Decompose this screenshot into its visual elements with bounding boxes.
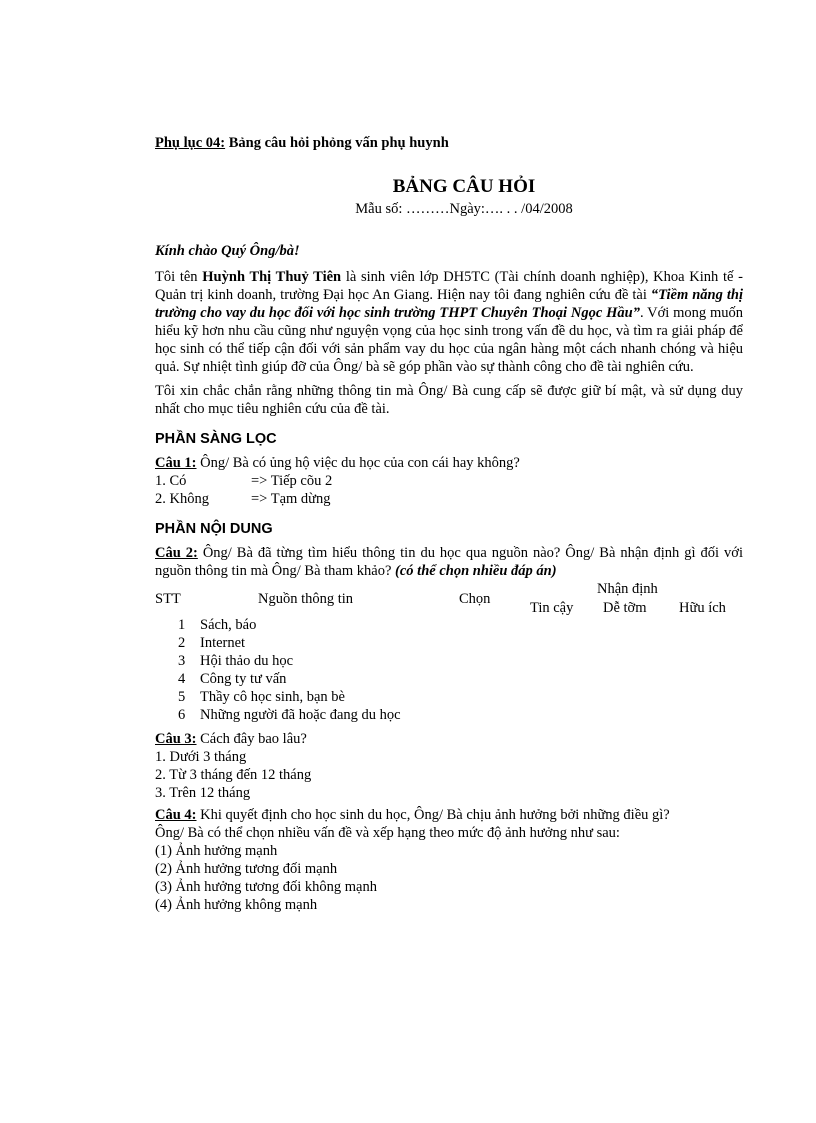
appendix-heading [155, 134, 743, 152]
greeting: Kính chào Quý Ông/bà! [155, 243, 300, 259]
source-table-body [155, 616, 743, 724]
table-row [155, 634, 743, 652]
intro-text-a: Tôi tên [155, 269, 203, 285]
row-number: 4 [178, 671, 186, 687]
question-1-text: Ông/ Bà có ủng hộ việc du học của con cái hay không? [196, 455, 520, 471]
intro-paragraph-2: Tôi xin chắc chắn rằng những thông tin mà Ông/ Bà cung cấp sẽ được giữ bí mật, và sử dụng duy nhất cho mục tiêu nghiên cứu của đề tài. [155, 383, 743, 417]
row-number: 6 [178, 707, 186, 723]
table-row [155, 688, 743, 706]
row-source: Hội thảo du học [200, 653, 294, 669]
row-source: Internet [200, 635, 246, 651]
table-row [155, 670, 743, 688]
question-3-label: Câu 3: [155, 731, 197, 747]
question-4-instruction: Ông/ Bà có thể chọn nhiều vấn đề và xếp hạng theo mức độ ảnh hưởng như sau: [155, 825, 620, 841]
question-4 [155, 806, 743, 824]
question-1 [155, 454, 743, 472]
question-3 [155, 730, 743, 748]
intro-paragraph-1 [155, 268, 743, 376]
question-4-option: (4) Ảnh hưởng không mạnh [155, 897, 318, 913]
col-trust: Tin cậy [530, 600, 574, 616]
option-label: 2. Không [155, 491, 209, 507]
question-4-option: (2) Ảnh hưởng tương đối mạnh [155, 861, 338, 877]
document-title: BẢNG CÂU HỎI [392, 176, 536, 197]
option-label: 1. Có [155, 473, 187, 489]
intro-text-b: là sinh viên lớp DH5TC (Tài chính doanh nghiệp), Khoa Kinh tế - Quản trị kinh doanh, trường Đại học An Giang. Hiện nay tôi đang nghiên cứu đề tài [155, 269, 744, 303]
col-easy: Dễ tỡm [603, 600, 647, 616]
content-heading: PHẦN NỘI DUNG [155, 521, 273, 537]
question-1-option-2 [155, 490, 743, 508]
document-page [155, 134, 743, 914]
question-3-option: 2. Từ 3 tháng đến 12 tháng [155, 767, 312, 783]
screening-heading: PHẦN SÀNG LỌC [155, 431, 277, 447]
question-2-text: Ông/ Bà đã từng tìm hiểu thông tin du học qua nguồn nào? Ông/ Bà nhận định gì đối với nguồn thông tin mà Ông/ Bà tham khảo? [155, 545, 743, 579]
question-4-option: (3) Ảnh hưởng tương đối không mạnh [155, 879, 377, 895]
table-row [155, 706, 743, 724]
row-number: 5 [178, 689, 186, 705]
row-source: Những người đã hoặc đang du học [200, 707, 401, 723]
source-table-header [155, 582, 743, 616]
question-3-option: 3. Trên 12 tháng [155, 785, 251, 801]
research-topic: “Tiềm năng thị trường cho vay du học đối với học sinh trường THPT Chuyên Thoại Ngọc Hầu” [155, 287, 743, 321]
question-2 [155, 544, 743, 580]
question-4-text: Khi quyết định cho học sinh du học, Ông/ Bà chịu ảnh hưởng bởi những điều gì? [196, 807, 670, 823]
question-3-option: 1. Dưới 3 tháng [155, 749, 247, 765]
option-action: => Tạm dừng [251, 491, 331, 507]
row-number: 2 [178, 635, 186, 651]
col-stt: STT [155, 591, 181, 607]
question-2-note: (có thể chọn nhiều đáp án) [395, 563, 557, 579]
question-4-option: (1) Ảnh hưởng mạnh [155, 843, 278, 859]
row-source: Thầy cô học sinh, bạn bè [200, 689, 345, 705]
option-action: => Tiếp cõu 2 [251, 473, 333, 489]
table-row [155, 652, 743, 670]
question-1-option-1 [155, 472, 743, 490]
row-source: Sách, báo [200, 617, 257, 633]
row-number: 3 [178, 653, 186, 669]
row-number: 1 [178, 617, 186, 633]
question-4-label: Câu 4: [155, 807, 197, 823]
question-3-text: Cách đây bao lâu? [196, 731, 307, 747]
row-source: Công ty tư vấn [200, 671, 287, 687]
appendix-text: Bảng câu hỏi phỏng vấn phụ huynh [225, 135, 449, 151]
col-source: Nguồn thông tin [258, 591, 354, 607]
col-choose: Chọn [459, 591, 491, 607]
col-useful: Hữu ích [679, 600, 726, 616]
form-number: Mẫu số: ………Ngày:…. . . /04/2008 [355, 201, 573, 217]
question-2-label: Câu 2: [155, 545, 198, 561]
col-assessment-group: Nhận định [597, 581, 658, 597]
question-1-label: Câu 1: [155, 455, 197, 471]
intro-text-c: . Với mong muốn hiểu kỹ hơn nhu cầu cũng như nguyện vọng của học sinh trong vấn đề du học, và tìm ra giải pháp để học sinh có thể tiếp cận đối với sản phẩm vay du học của ngân hàng một cách nhanh chóng và hiệu quả. Sự nhiệt tình giúp đỡ của Ông/ bà sẽ góp phần vào sự thành công cho đề tài nghiên cứu. [155, 305, 744, 375]
table-row [155, 616, 743, 634]
appendix-label: Phụ lục 04: [155, 135, 226, 151]
author-name: Huỳnh Thị Thuỷ Tiên [202, 269, 342, 285]
